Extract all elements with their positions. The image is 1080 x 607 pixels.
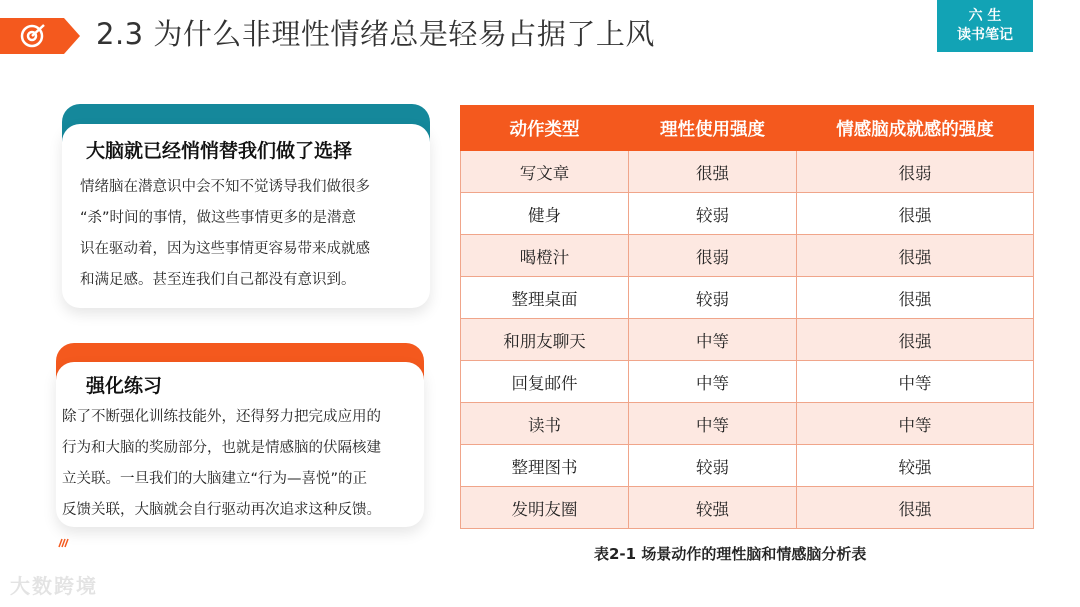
card2-line: 除了不断强化训练技能外，还得努力把完成应用的 (62, 409, 381, 425)
table-row (461, 361, 1034, 403)
table-cell: 中等 (629, 403, 797, 445)
table-cell: 很强 (797, 487, 1034, 529)
table-cell: 读书 (461, 403, 629, 445)
column-header: 情感脑成就感的强度 (797, 106, 1034, 151)
table-cell: 很强 (797, 235, 1034, 277)
card1-line: 识在驱动着，因为这些事情更容易带来成就感 (80, 241, 370, 257)
table-cell: 很强 (797, 277, 1034, 319)
table-row (461, 277, 1034, 319)
table-cell: 发明友圈 (461, 487, 629, 529)
table-row (461, 403, 1034, 445)
table-cell: 很弱 (797, 151, 1034, 193)
brand-line2: 读书笔记 (957, 27, 1013, 43)
decorative-stripes-icon (57, 538, 69, 548)
table-cell: 喝橙汁 (461, 235, 629, 277)
table-row (461, 193, 1034, 235)
card-brain-choice (62, 124, 430, 308)
table-cell: 整理图书 (461, 445, 629, 487)
card1-line: 情绪脑在潜意识中会不知不觉诱导我们做很多 (80, 179, 370, 195)
table-cell: 和朋友聊天 (461, 319, 629, 361)
brand-badge (937, 0, 1033, 52)
card2-title: 强化练习 (86, 375, 163, 397)
card2-line: 反馈关联，大脑就会自行驱动再次追求这种反馈。 (62, 502, 381, 518)
table-cell: 较强 (629, 487, 797, 529)
analysis-table (460, 105, 1034, 529)
table-caption: 表2-1 场景动作的理性脑和情感脑分析表 (594, 545, 867, 563)
table-cell: 较强 (797, 445, 1034, 487)
table-header-row (461, 106, 1034, 151)
table-cell: 健身 (461, 193, 629, 235)
title-flag-icon (0, 18, 80, 54)
table-cell: 整理桌面 (461, 277, 629, 319)
column-header: 动作类型 (461, 106, 629, 151)
card2-line: 立关联。一旦我们的大脑建立“行为—喜悦”的正 (62, 471, 368, 487)
card1-body (80, 172, 370, 296)
watermark-text: 大数跨境 (10, 574, 98, 598)
table-cell: 较弱 (629, 277, 797, 319)
table-row (461, 445, 1034, 487)
table-cell: 写文章 (461, 151, 629, 193)
table-cell: 很强 (797, 193, 1034, 235)
card1-title: 大脑就已经悄悄替我们做了选择 (86, 140, 353, 162)
table-row (461, 319, 1034, 361)
brand-line1: 六 生 (968, 8, 1002, 24)
card1-line: “杀”时间的事情，做这些事情更多的是潜意 (80, 210, 357, 226)
table-cell: 中等 (797, 361, 1034, 403)
table-row (461, 235, 1034, 277)
column-header: 理性使用强度 (629, 106, 797, 151)
page-title: 2.3 为什么非理性情绪总是轻易占据了上风 (96, 17, 655, 51)
card2-body (62, 402, 381, 526)
card1-line: 和满足感。甚至连我们自己都没有意识到。 (80, 272, 356, 288)
card2-line: 行为和大脑的奖励部分，也就是情感脑的伏隔核建 (62, 440, 381, 456)
card-practice (56, 362, 424, 527)
table-cell: 中等 (797, 403, 1034, 445)
table-cell: 很弱 (629, 235, 797, 277)
table-cell: 中等 (629, 319, 797, 361)
table-cell: 中等 (629, 361, 797, 403)
table-cell: 较弱 (629, 193, 797, 235)
table-cell: 很强 (629, 151, 797, 193)
table-row (461, 151, 1034, 193)
table-cell: 较弱 (629, 445, 797, 487)
table-cell: 回复邮件 (461, 361, 629, 403)
table-row (461, 487, 1034, 529)
table-cell: 很强 (797, 319, 1034, 361)
